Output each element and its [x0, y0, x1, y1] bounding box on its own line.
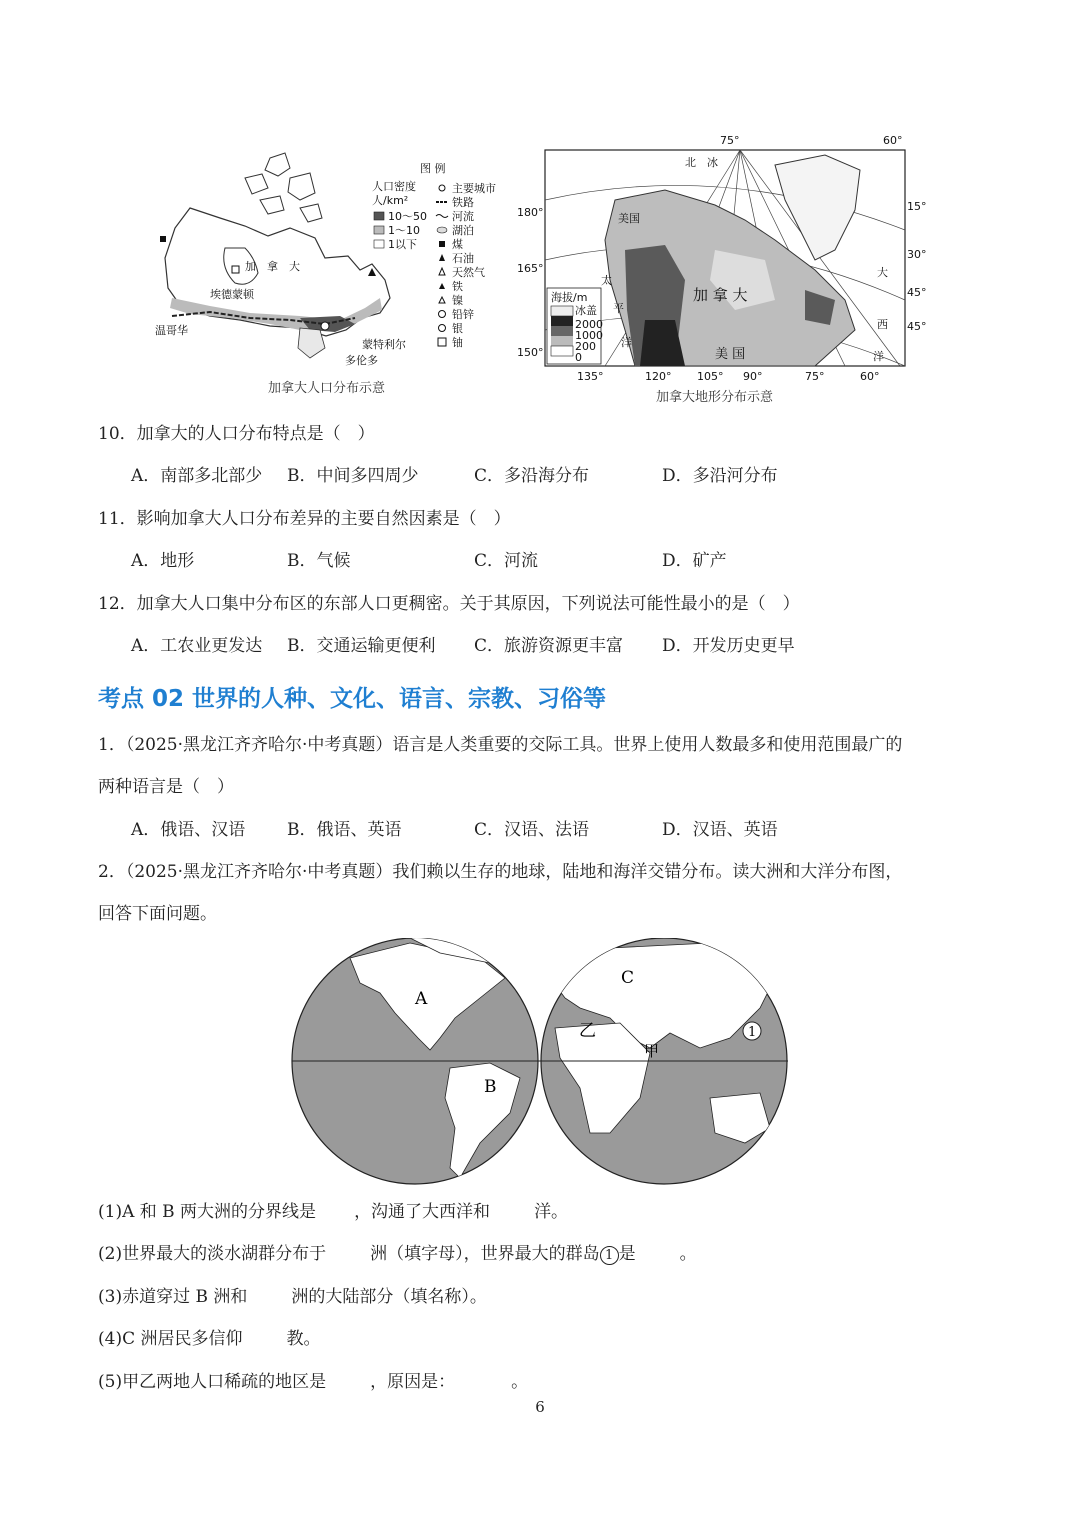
- continent-label-b: B: [484, 1077, 497, 1097]
- region-label-jia: 甲: [644, 1042, 660, 1060]
- question-12-stem: 12．加拿大人口集中分布区的东部人口更稠密。关于其原因，下列说法可能性最小的是（ ）: [98, 594, 800, 614]
- subq-3: (3)赤道穿过 B 洲和 洲的大陆部分（填名称）。: [98, 1287, 487, 1307]
- svg-text:天然气: 天然气: [452, 266, 485, 279]
- svg-text:洋: 洋: [873, 350, 884, 363]
- svg-text:海拔/m: 海拔/m: [551, 291, 588, 304]
- q1-option-c: C．汉语、法语: [474, 820, 590, 840]
- q1-option-a: A．俄语、汉语: [131, 820, 246, 840]
- svg-text:石油: 石油: [452, 252, 474, 265]
- map2-legend: [547, 288, 603, 364]
- svg-text:1000: 1000: [575, 329, 603, 342]
- q11-option-d: D．矿产: [662, 551, 727, 571]
- svg-text:河流: 河流: [452, 210, 474, 223]
- svg-text:冰盖: 冰盖: [575, 304, 597, 317]
- svg-text:60°: 60°: [860, 370, 880, 382]
- svg-text:北 冰: 北 冰: [685, 156, 718, 169]
- svg-text:人/km²: 人/km²: [372, 194, 409, 207]
- svg-text:135°: 135°: [577, 370, 604, 382]
- svg-text:主要城市: 主要城市: [452, 182, 496, 195]
- canada-population-map: [150, 148, 510, 378]
- continent-label-a: A: [415, 989, 428, 1009]
- svg-text:15°: 15°: [907, 200, 927, 213]
- q10-option-a: A．南部多北部少: [131, 466, 263, 486]
- question-11-stem: 11．影响加拿大人口分布差异的主要自然因素是（ ）: [98, 509, 511, 529]
- svg-text:洋: 洋: [621, 336, 632, 349]
- svg-text:2000: 2000: [575, 318, 603, 331]
- q11-option-a: A．地形: [131, 551, 195, 571]
- svg-text:铁: 铁: [452, 280, 463, 293]
- city-toronto: 多伦多: [345, 354, 378, 367]
- q1-line1: 1．（2025·黑龙江齐齐哈尔·中考真题）语言是人类重要的交际工具。世界上使用人数最多和使用范围最广的: [98, 735, 903, 755]
- city-vancouver: 温哥华: [155, 324, 188, 337]
- q12-option-d: D．开发历史更早: [662, 636, 795, 656]
- svg-text:75°: 75°: [805, 370, 825, 382]
- subq-5: (5)甲乙两地人口稀疏的地区是 ，原因是： 。: [98, 1372, 529, 1392]
- subq-1: (1)A 和 B 两大洲的分界线是 ，沟通了大西洋和 洋。: [98, 1202, 569, 1222]
- svg-text:铀: 铀: [452, 336, 463, 349]
- city-montreal: 蒙特利尔: [362, 338, 406, 351]
- q10-option-d: D．多沿河分布: [662, 466, 778, 486]
- svg-text:200: 200: [575, 340, 596, 353]
- q12-option-a: A．工农业更发达: [131, 636, 263, 656]
- subq-2: (2)世界最大的淡水湖群分布于 洲（填字母），世界最大的群岛 1 是 。: [98, 1244, 697, 1264]
- svg-text:人口密度: 人口密度: [372, 180, 416, 193]
- svg-text:10～50: 10～50: [388, 210, 427, 223]
- svg-text:湖泊: 湖泊: [452, 224, 474, 237]
- svg-text:1～10: 1～10: [388, 224, 420, 237]
- svg-text:大: 大: [877, 266, 888, 279]
- q11-option-b: B．气候: [287, 551, 351, 571]
- map1-country-label: 加 拿 大: [245, 260, 300, 273]
- circled-number-1: 1: [600, 1246, 619, 1265]
- svg-text:煤: 煤: [452, 238, 463, 251]
- page-number: 6: [535, 1398, 545, 1416]
- svg-text:加 拿 大: 加 拿 大: [693, 286, 748, 304]
- svg-text:银: 银: [452, 322, 463, 335]
- svg-text:镍: 镍: [452, 294, 463, 307]
- q12-option-b: B．交通运输更便利: [287, 636, 436, 656]
- svg-text:45°: 45°: [907, 320, 927, 333]
- svg-text:90°: 90°: [743, 370, 763, 382]
- q10-option-c: C．多沿海分布: [474, 466, 590, 486]
- continent-label-c: C: [621, 968, 635, 988]
- svg-text:1以下: 1以下: [388, 238, 417, 251]
- svg-text:30°: 30°: [907, 248, 927, 261]
- svg-text:0: 0: [575, 351, 582, 364]
- world-hemispheres-map: [290, 938, 790, 1188]
- q2-line1: 2．（2025·黑龙江齐齐哈尔·中考真题）我们赖以生存的地球，陆地和海洋交错分布。读大洲和大洋分布图，: [98, 862, 903, 882]
- svg-text:60°: 60°: [883, 134, 903, 147]
- svg-text:太: 太: [601, 274, 612, 287]
- subq-4: (4)C 洲居民多信仰 教。: [98, 1329, 321, 1349]
- svg-text:45°: 45°: [907, 286, 927, 299]
- q10-option-b: B．中间多四周少: [287, 466, 419, 486]
- q1-option-b: B．俄语、英语: [287, 820, 402, 840]
- svg-text:铁路: 铁路: [452, 196, 474, 209]
- map2-caption: 加拿大地形分布示意: [656, 390, 774, 405]
- svg-text:105°: 105°: [697, 370, 724, 382]
- island-label-1: 1: [748, 1025, 757, 1040]
- svg-text:75°: 75°: [720, 134, 740, 147]
- svg-text:图 例: 图 例: [420, 162, 446, 175]
- q1-line2: 两种语言是（ ）: [98, 777, 234, 797]
- q11-option-c: C．河流: [474, 551, 539, 571]
- svg-text:120°: 120°: [645, 370, 672, 382]
- svg-text:美国: 美国: [618, 212, 640, 225]
- city-edmonton: 埃德蒙顿: [210, 288, 254, 301]
- svg-text:150°: 150°: [517, 346, 544, 359]
- q12-option-c: C．旅游资源更丰富: [474, 636, 624, 656]
- region-label-yi: 乙: [579, 1021, 596, 1041]
- svg-text:美 国: 美 国: [715, 347, 746, 362]
- svg-text:西: 西: [877, 318, 888, 331]
- svg-text:平: 平: [613, 302, 624, 315]
- canada-terrain-map: [515, 130, 935, 382]
- map1-caption: 加拿大人口分布示意: [268, 381, 386, 396]
- svg-text:180°: 180°: [517, 206, 544, 219]
- q1-option-d: D．汉语、英语: [662, 820, 778, 840]
- svg-text:铅锌: 铅锌: [452, 308, 474, 321]
- question-10-stem: 10．加拿大的人口分布特点是（ ）: [98, 424, 375, 444]
- svg-text:165°: 165°: [517, 262, 544, 275]
- map1-legend: [372, 161, 496, 349]
- q2-line2: 回答下面问题。: [98, 904, 217, 924]
- section-heading: 考点 02 世界的人种、文化、语言、宗教、习俗等: [98, 686, 607, 712]
